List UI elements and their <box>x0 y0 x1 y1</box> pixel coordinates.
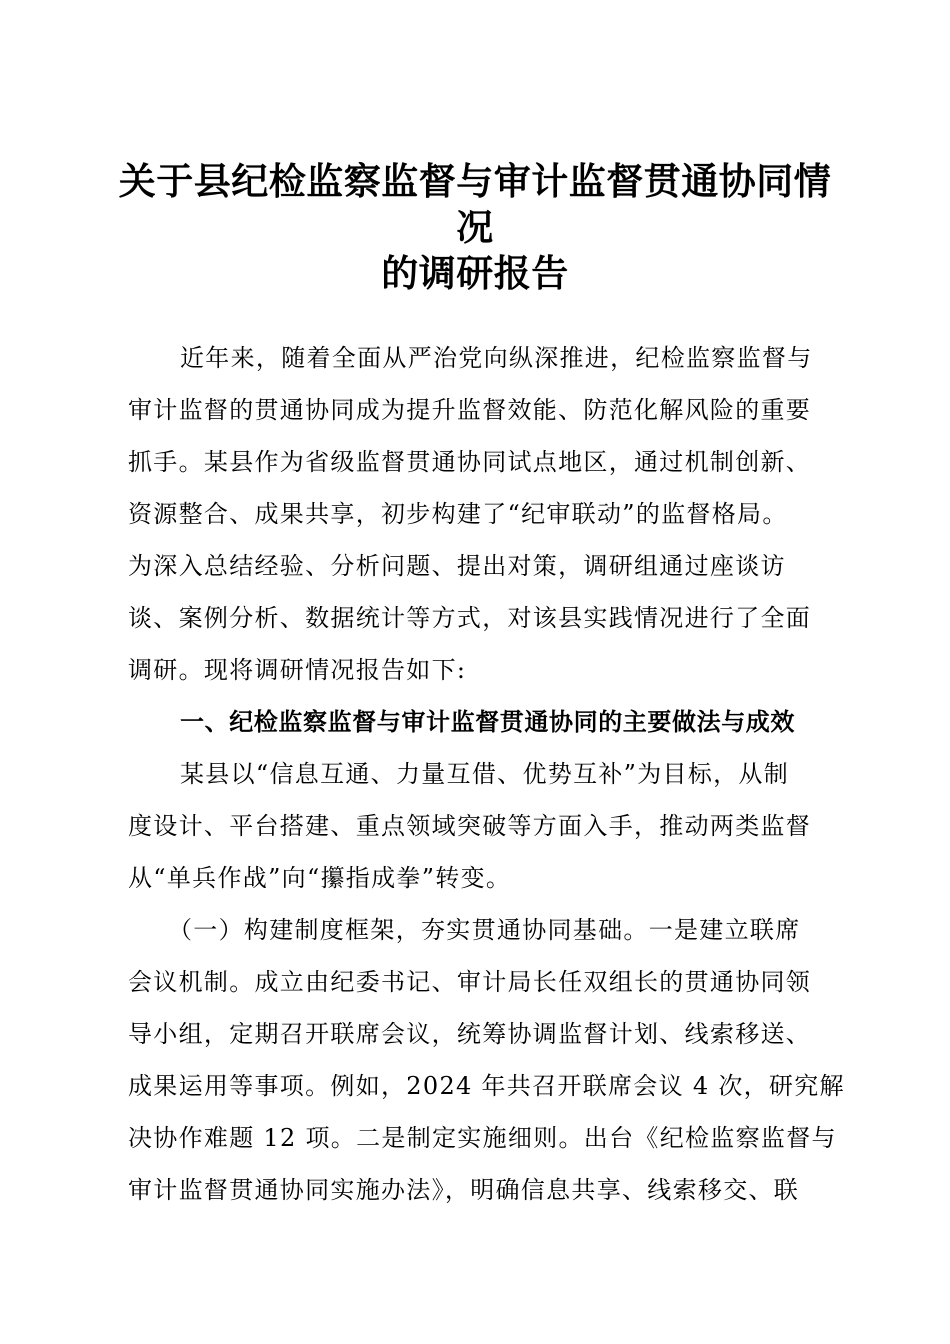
paragraph-sub1-line-5: 决协作难题 12 项。二是制定实施细则。出台《纪检监察监督与 <box>128 1124 837 1152</box>
paragraph-sub1-line-1: （一）构建制度框架，夯实贯通协同基础。一是建立联席 <box>168 916 801 944</box>
document-title <box>110 158 840 296</box>
paragraph-intro-line-1: 近年来，随着全面从严治党向纵深推进，纪检监察监督与 <box>180 344 813 372</box>
paragraph-section-line-1: 某县以“信息互通、力量互借、优势互补”为目标，从制 <box>180 760 790 788</box>
document-body <box>128 332 845 1216</box>
paragraph-intro-line-5: 为深入总结经验、分析问题、提出对策，调研组通过座谈访 <box>128 552 786 580</box>
paragraph-sub1-line-3: 导小组，定期召开联席会议，统筹协调监督计划、线索移送、 <box>128 1020 812 1048</box>
section-heading-1: 一、纪检监察监督与审计监督贯通协同的主要做法与成效 <box>180 708 795 736</box>
paragraph-section-line-2: 度设计、平台搭建、重点领域突破等方面入手，推动两类监督 <box>128 812 812 840</box>
paragraph-sub1-line-6: 审计监督贯通协同实施办法》，明确信息共享、线索移交、联 <box>128 1176 800 1204</box>
paragraph-sub1-line-4: 成果运用等事项。例如，2024 年共召开联席会议 4 次，研究解 <box>128 1072 845 1100</box>
paragraph-sub1-line-2: 会议机制。成立由纪委书记、审计局长任双组长的贯通协同领 <box>128 968 812 996</box>
paragraph-intro-line-4: 资源整合、成果共享，初步构建了“纪审联动”的监督格局。 <box>128 500 788 528</box>
paragraph-intro-line-3: 抓手。某县作为省级监督贯通协同试点地区，通过机制创新、 <box>128 448 812 476</box>
paragraph-intro-line-2: 审计监督的贯通协同成为提升监督效能、防范化解风险的重要 <box>128 396 812 424</box>
paragraph-section-line-3: 从“单兵作战”向“攥指成拳”转变。 <box>128 864 512 892</box>
paragraph-intro-line-6: 谈、案例分析、数据统计等方式，对该县实践情况进行了全面 <box>128 604 812 632</box>
title-line-1: 关于县纪检监察监督与审计监督贯通协同情况 <box>118 159 832 249</box>
title-line-2: 的调研报告 <box>381 251 569 295</box>
paragraph-intro-line-7: 调研。现将调研情况报告如下: <box>128 656 467 684</box>
